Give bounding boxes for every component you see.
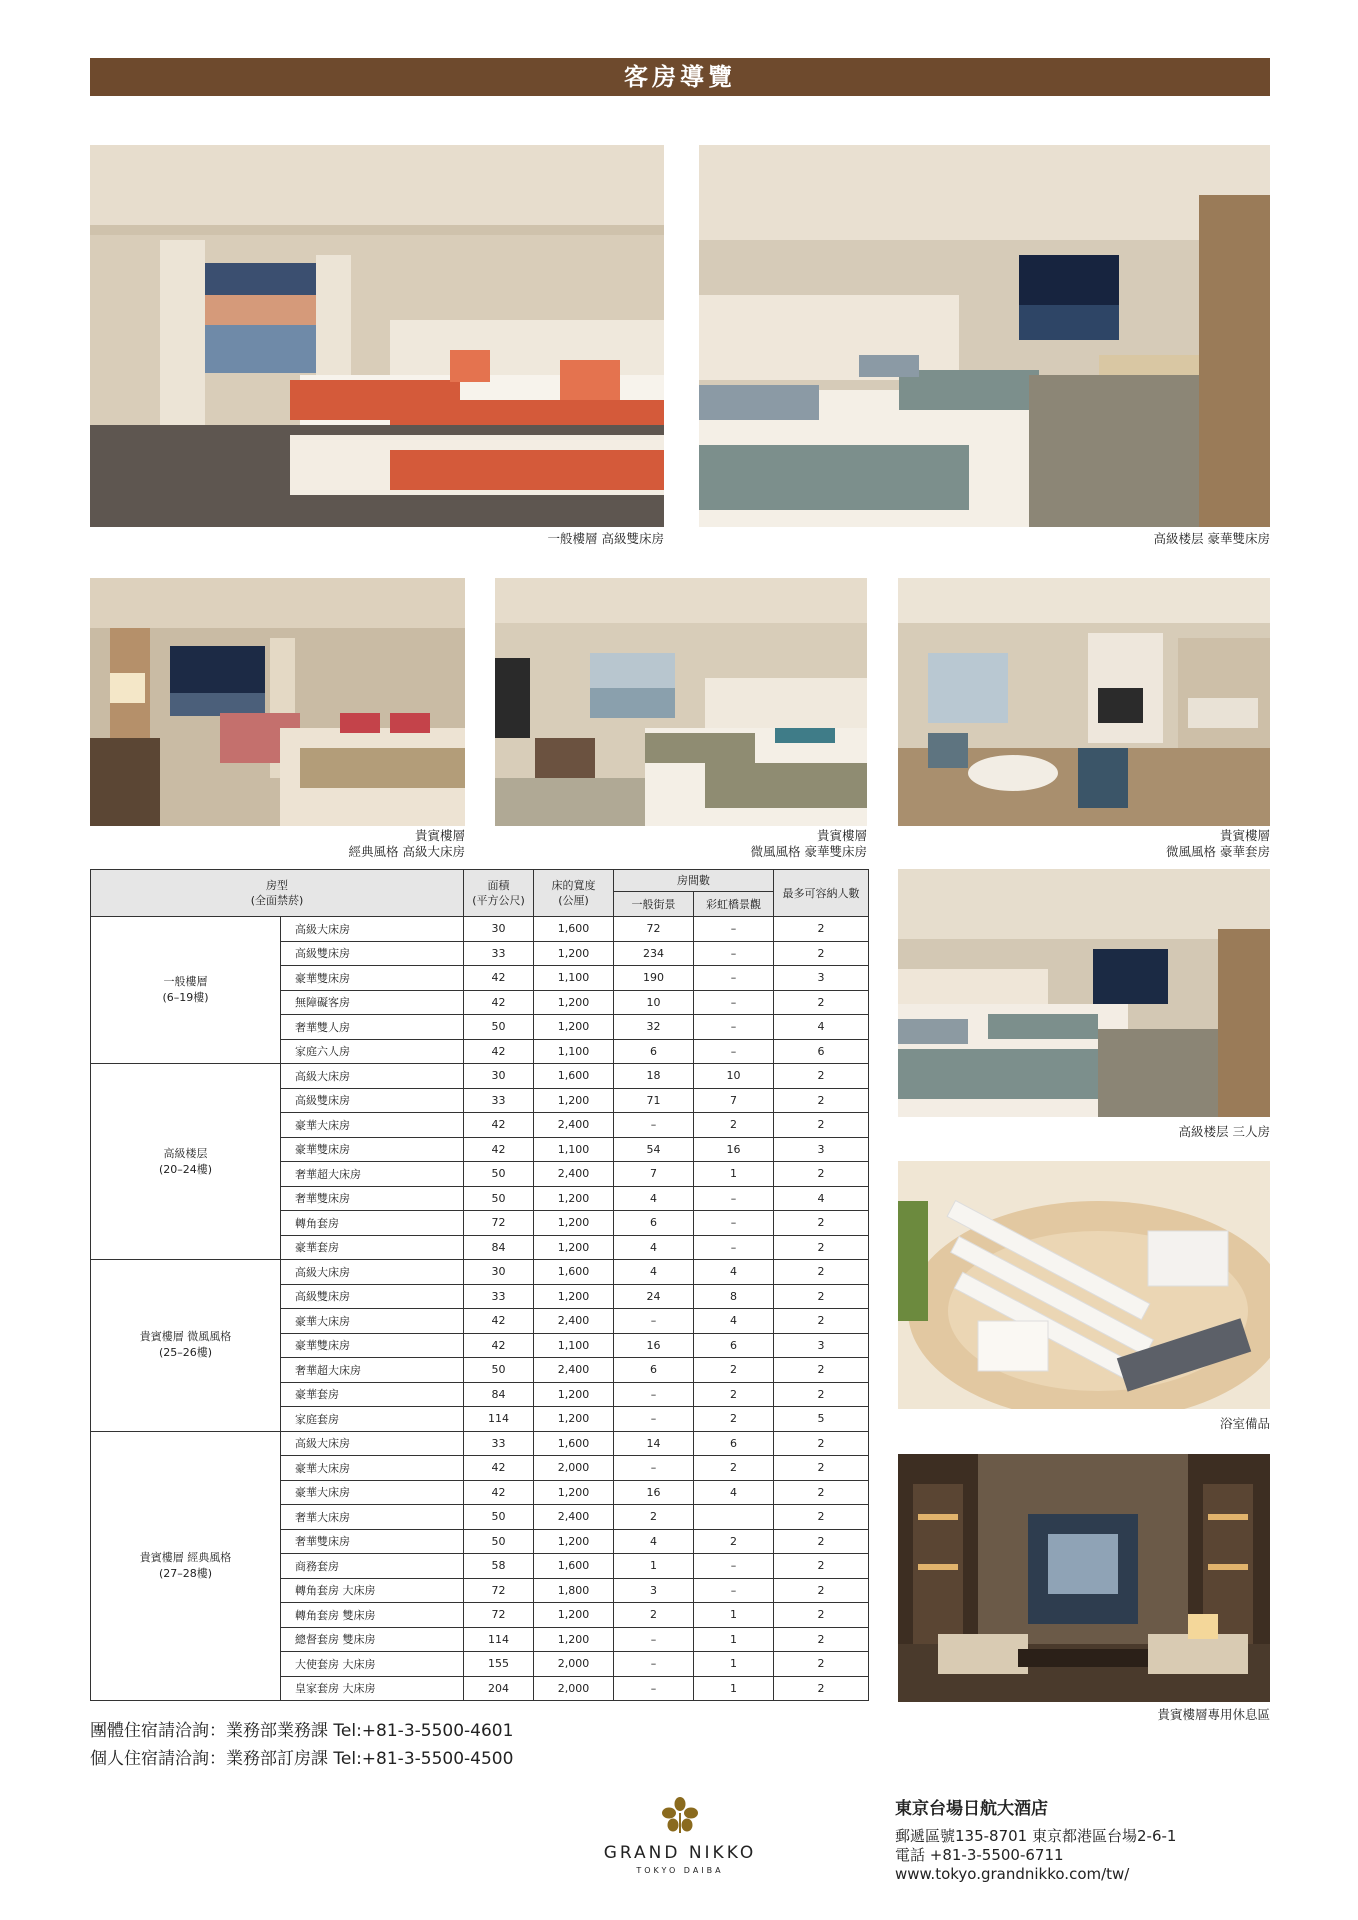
floor-name: 高級楼层 [163, 1146, 208, 1160]
cell-street: 6 [614, 1358, 694, 1383]
cell-area: 155 [464, 1652, 534, 1677]
cell-street: 7 [614, 1162, 694, 1187]
cell-area: 50 [464, 1162, 534, 1187]
cell-max: 4 [774, 1015, 869, 1040]
cell-area: 30 [464, 917, 534, 942]
cell-bed: 2,000 [534, 1652, 614, 1677]
header-room-type [91, 870, 464, 917]
cell-bed: 1,600 [534, 1260, 614, 1285]
room-table [90, 869, 869, 1701]
cell-bed: 1,200 [534, 1407, 614, 1432]
cell-area: 58 [464, 1554, 534, 1579]
cell-bridge: – [694, 1211, 774, 1236]
cell-max: 2 [774, 1627, 869, 1652]
floor-range: (25–26樓) [158, 1346, 213, 1360]
cell-street: 1 [614, 1554, 694, 1579]
header-sublabel: (全面禁菸) [250, 894, 304, 907]
room-photo-classic-double [90, 578, 465, 826]
photo-caption: 浴室備品 [1219, 1416, 1270, 1431]
cell-bed: 2,400 [534, 1162, 614, 1187]
cell-bridge: 1 [694, 1627, 774, 1652]
cell-bed: 1,200 [534, 1186, 614, 1211]
cell-street: 16 [614, 1480, 694, 1505]
cell-area: 72 [464, 1578, 534, 1603]
cell-street: 2 [614, 1505, 694, 1530]
brand-logo [560, 1795, 800, 1875]
cell-street: 4 [614, 1235, 694, 1260]
cell-area: 33 [464, 1284, 534, 1309]
cell-name: 豪華大床房 [281, 1480, 464, 1505]
cell-area: 30 [464, 1260, 534, 1285]
header-sublabel: (平方公尺) [472, 894, 525, 907]
cell-bridge: 2 [694, 1529, 774, 1554]
hotel-info [895, 1800, 1176, 1884]
cell-max: 2 [774, 1358, 869, 1383]
room-photo-modern-suite [898, 578, 1270, 826]
cell-street: – [614, 1309, 694, 1334]
amenities-photo [898, 1161, 1270, 1409]
cell-street: 16 [614, 1333, 694, 1358]
floor-range: (27–28樓) [158, 1566, 213, 1580]
cell-name: 轉角套房 [281, 1211, 464, 1236]
cell-street: – [614, 1382, 694, 1407]
cell-name: 轉角套房 大床房 [281, 1578, 464, 1603]
photo-caption [280, 828, 465, 860]
brand-name: GRAND NIKKO [603, 1843, 757, 1863]
cell-max: 2 [774, 941, 869, 966]
cell-bed: 1,200 [534, 1015, 614, 1040]
cell-street: – [614, 1652, 694, 1677]
cell-street: 4 [614, 1260, 694, 1285]
cell-street: 6 [614, 1039, 694, 1064]
cell-bed: 1,200 [534, 1235, 614, 1260]
cell-name: 豪華套房 [281, 1382, 464, 1407]
hotel-phone: 電話 +81-3-5500-6711 [895, 1846, 1064, 1864]
cell-bed: 1,200 [534, 1529, 614, 1554]
cell-area: 50 [464, 1015, 534, 1040]
cell-name: 奢華雙床房 [281, 1186, 464, 1211]
cell-bridge: 1 [694, 1162, 774, 1187]
cell-name: 高級雙床房 [281, 1088, 464, 1113]
cell-name: 豪華雙床房 [281, 1333, 464, 1358]
cell-name: 轉角套房 雙床房 [281, 1603, 464, 1628]
cell-max: 2 [774, 1603, 869, 1628]
flower-logo-icon [660, 1795, 700, 1835]
cell-bridge: 2 [694, 1382, 774, 1407]
cell-area: 33 [464, 1431, 534, 1456]
cell-area: 84 [464, 1235, 534, 1260]
cell-street: 3 [614, 1578, 694, 1603]
cell-area: 114 [464, 1627, 534, 1652]
cell-bed: 1,200 [534, 1627, 614, 1652]
cell-bed: 1,600 [534, 1554, 614, 1579]
cell-bridge: – [694, 1039, 774, 1064]
cell-max: 2 [774, 1382, 869, 1407]
header-street: 一般街景 [614, 892, 694, 917]
cell-area: 33 [464, 1088, 534, 1113]
photo-caption [1085, 828, 1270, 860]
cell-street: – [614, 1676, 694, 1701]
cell-bridge: 4 [694, 1480, 774, 1505]
caption-line: 貴賓樓層 [414, 828, 465, 843]
floor-range: (6–19樓) [162, 991, 209, 1004]
cell-bed: 1,100 [534, 1333, 614, 1358]
cell-area: 42 [464, 1039, 534, 1064]
cell-bridge: – [694, 1578, 774, 1603]
cell-area: 42 [464, 1333, 534, 1358]
cell-area: 42 [464, 1137, 534, 1162]
cell-bridge: – [694, 1235, 774, 1260]
cell-bridge: – [694, 966, 774, 991]
cell-name: 大使套房 大床房 [281, 1652, 464, 1677]
cell-name: 豪華大床房 [281, 1113, 464, 1138]
cell-bed: 1,800 [534, 1578, 614, 1603]
photo-caption: 高級楼层 豪華雙床房 [1153, 531, 1270, 546]
hotel-url[interactable]: www.tokyo.grandnikko.com/tw/ [895, 1865, 1130, 1883]
cell-max: 2 [774, 1676, 869, 1701]
cell-bed: 2,000 [534, 1676, 614, 1701]
cell-street: – [614, 1627, 694, 1652]
cell-bed: 1,600 [534, 1431, 614, 1456]
cell-bridge: 2 [694, 1358, 774, 1383]
cell-area: 42 [464, 1456, 534, 1481]
table-row [91, 1260, 869, 1285]
cell-bridge: – [694, 1554, 774, 1579]
group-contact: 團體住宿請洽詢：業務部業務課 Tel:+81-3-5500-4601 [90, 1721, 514, 1741]
cell-name: 無障礙客房 [281, 990, 464, 1015]
cell-bed: 2,400 [534, 1358, 614, 1383]
cell-bed: 1,200 [534, 1088, 614, 1113]
cell-street: 4 [614, 1186, 694, 1211]
cell-street: 10 [614, 990, 694, 1015]
room-photo-premier-deluxe-twin [699, 145, 1270, 527]
cell-bed: 2,000 [534, 1456, 614, 1481]
cell-bridge: 10 [694, 1064, 774, 1089]
cell-name: 皇家套房 大床房 [281, 1676, 464, 1701]
cell-area: 42 [464, 1113, 534, 1138]
cell-max: 2 [774, 1652, 869, 1677]
cell-max: 3 [774, 1137, 869, 1162]
cell-name: 總督套房 雙床房 [281, 1627, 464, 1652]
cell-bridge [694, 1505, 774, 1530]
floor-group-cell [91, 1431, 281, 1701]
cell-area: 30 [464, 1064, 534, 1089]
header-label: 床的寬度 [551, 879, 596, 892]
cell-name: 奢華雙人房 [281, 1015, 464, 1040]
cell-bed: 2,400 [534, 1309, 614, 1334]
floor-group-cell [91, 917, 281, 1064]
header-bed [534, 870, 614, 917]
lounge-photo [898, 1454, 1270, 1702]
cell-area: 33 [464, 941, 534, 966]
cell-street: 18 [614, 1064, 694, 1089]
cell-area: 42 [464, 990, 534, 1015]
cell-name: 高級大床房 [281, 1260, 464, 1285]
cell-bed: 1,600 [534, 1064, 614, 1089]
cell-name: 豪華雙床房 [281, 966, 464, 991]
cell-bridge: 6 [694, 1333, 774, 1358]
photo-caption: 一般樓層 高級雙床房 [547, 531, 664, 546]
cell-max: 2 [774, 1113, 869, 1138]
cell-max: 2 [774, 1064, 869, 1089]
cell-name: 奢華大床房 [281, 1505, 464, 1530]
cell-name: 高級雙床房 [281, 1284, 464, 1309]
cell-bed: 1,200 [534, 1603, 614, 1628]
brand-sub: TOKYO DAIBA [636, 1866, 724, 1875]
cell-street: 24 [614, 1284, 694, 1309]
cell-name: 奢華超大床房 [281, 1358, 464, 1383]
cell-bridge: 7 [694, 1088, 774, 1113]
cell-bridge: 2 [694, 1407, 774, 1432]
photo-caption: 高級楼层 三人房 [1178, 1124, 1270, 1139]
cell-name: 豪華大床房 [281, 1309, 464, 1334]
cell-max: 2 [774, 1309, 869, 1334]
cell-name: 豪華雙床房 [281, 1137, 464, 1162]
cell-name: 豪華大床房 [281, 1456, 464, 1481]
cell-max: 2 [774, 1284, 869, 1309]
cell-max: 2 [774, 1529, 869, 1554]
cell-max: 2 [774, 1578, 869, 1603]
cell-max: 2 [774, 1431, 869, 1456]
cell-bridge: 8 [694, 1284, 774, 1309]
cell-name: 高級大床房 [281, 917, 464, 942]
hotel-address: 郵遞區號135-8701 東京都港區台場2-6-1 [895, 1827, 1177, 1845]
cell-area: 50 [464, 1358, 534, 1383]
cell-bridge: 2 [694, 1113, 774, 1138]
floor-range: (20–24樓) [158, 1162, 213, 1176]
table-row [91, 917, 869, 942]
cell-bridge: 1 [694, 1652, 774, 1677]
cell-bed: 1,100 [534, 966, 614, 991]
hotel-name: 東京台場日航大酒店 [895, 1799, 1048, 1819]
cell-bridge: – [694, 917, 774, 942]
cell-bridge: 4 [694, 1260, 774, 1285]
caption-line: 貴賓樓層 [816, 828, 867, 843]
cell-max: 3 [774, 1333, 869, 1358]
cell-area: 72 [464, 1603, 534, 1628]
cell-street: 72 [614, 917, 694, 942]
cell-area: 204 [464, 1676, 534, 1701]
header-bridge: 彩虹橋景觀 [694, 892, 774, 917]
cell-area: 50 [464, 1529, 534, 1554]
cell-street: 14 [614, 1431, 694, 1456]
header-label: 房型 [266, 879, 288, 892]
cell-name: 奢華超大床房 [281, 1162, 464, 1187]
cell-max: 2 [774, 917, 869, 942]
cell-name: 高級大床房 [281, 1064, 464, 1089]
cell-area: 72 [464, 1211, 534, 1236]
cell-bed: 1,600 [534, 917, 614, 942]
cell-max: 2 [774, 1235, 869, 1260]
cell-bridge: 2 [694, 1456, 774, 1481]
cell-name: 高級大床房 [281, 1431, 464, 1456]
cell-name: 家庭套房 [281, 1407, 464, 1432]
header-sublabel: (公厘) [558, 894, 589, 907]
cell-bridge: 1 [694, 1676, 774, 1701]
cell-bed: 2,400 [534, 1505, 614, 1530]
cell-name: 奢華雙床房 [281, 1529, 464, 1554]
cell-area: 42 [464, 1480, 534, 1505]
header-area [464, 870, 534, 917]
cell-street: 32 [614, 1015, 694, 1040]
cell-max: 2 [774, 1554, 869, 1579]
cell-max: 5 [774, 1407, 869, 1432]
cell-street: – [614, 1456, 694, 1481]
cell-bed: 1,200 [534, 1480, 614, 1505]
caption-line: 微風風格 豪華雙床房 [750, 844, 867, 859]
header-max: 最多可容納人數 [774, 870, 869, 917]
floor-name: 貴賓樓層 微風風格 [139, 1330, 232, 1344]
cell-bridge: – [694, 941, 774, 966]
cell-max: 3 [774, 966, 869, 991]
caption-line: 經典風格 高級大床房 [348, 844, 465, 859]
cell-area: 114 [464, 1407, 534, 1432]
cell-max: 6 [774, 1039, 869, 1064]
header-rooms: 房間數 [614, 870, 774, 892]
cell-max: 2 [774, 1456, 869, 1481]
caption-line: 貴賓樓層 [1219, 828, 1270, 843]
cell-bridge: – [694, 990, 774, 1015]
cell-max: 2 [774, 1211, 869, 1236]
table-row [91, 1064, 869, 1089]
cell-street: 2 [614, 1603, 694, 1628]
cell-bed: 1,100 [534, 1137, 614, 1162]
cell-bridge: – [694, 1186, 774, 1211]
cell-bed: 1,200 [534, 1382, 614, 1407]
cell-bridge: 6 [694, 1431, 774, 1456]
cell-street: 234 [614, 941, 694, 966]
room-photo-standard-twin [90, 145, 664, 527]
cell-street: 4 [614, 1529, 694, 1554]
cell-name: 豪華套房 [281, 1235, 464, 1260]
cell-bridge: 16 [694, 1137, 774, 1162]
cell-area: 50 [464, 1505, 534, 1530]
cell-bridge: – [694, 1015, 774, 1040]
cell-street: 54 [614, 1137, 694, 1162]
table-row [91, 1431, 869, 1456]
cell-street: 6 [614, 1211, 694, 1236]
cell-max: 4 [774, 1186, 869, 1211]
cell-max: 2 [774, 1260, 869, 1285]
cell-area: 42 [464, 966, 534, 991]
cell-bed: 1,200 [534, 1211, 614, 1236]
cell-bed: 1,100 [534, 1039, 614, 1064]
cell-bridge: 1 [694, 1603, 774, 1628]
cell-name: 高級雙床房 [281, 941, 464, 966]
floor-group-cell [91, 1064, 281, 1260]
cell-name: 家庭六人房 [281, 1039, 464, 1064]
cell-street: 71 [614, 1088, 694, 1113]
room-photo-modern-deluxe-twin [495, 578, 867, 826]
individual-contact: 個人住宿請洽詢：業務部訂房課 Tel:+81-3-5500-4500 [90, 1749, 514, 1769]
cell-name: 商務套房 [281, 1554, 464, 1579]
cell-area: 84 [464, 1382, 534, 1407]
cell-max: 2 [774, 1505, 869, 1530]
cell-bed: 1,200 [534, 1284, 614, 1309]
cell-area: 42 [464, 1309, 534, 1334]
cell-street: – [614, 1407, 694, 1432]
cell-bed: 2,400 [534, 1113, 614, 1138]
room-photo-premier-triple [898, 869, 1270, 1117]
photo-caption: 貴賓樓層專用休息區 [1157, 1707, 1270, 1722]
floor-name: 一般樓層 [163, 975, 208, 988]
header-label: 面積 [487, 879, 510, 892]
cell-max: 2 [774, 1480, 869, 1505]
caption-line: 微風風格 豪華套房 [1166, 844, 1270, 859]
cell-max: 2 [774, 1162, 869, 1187]
cell-max: 2 [774, 1088, 869, 1113]
cell-area: 50 [464, 1186, 534, 1211]
photo-caption [680, 828, 867, 860]
cell-bed: 1,200 [534, 941, 614, 966]
floor-group-cell [91, 1260, 281, 1432]
cell-street: – [614, 1113, 694, 1138]
cell-street: 190 [614, 966, 694, 991]
cell-max: 2 [774, 990, 869, 1015]
floor-name: 貴賓樓層 經典風格 [139, 1550, 232, 1564]
page-title: 客房導覽 [90, 58, 1270, 96]
cell-bed: 1,200 [534, 990, 614, 1015]
cell-bridge: 4 [694, 1309, 774, 1334]
